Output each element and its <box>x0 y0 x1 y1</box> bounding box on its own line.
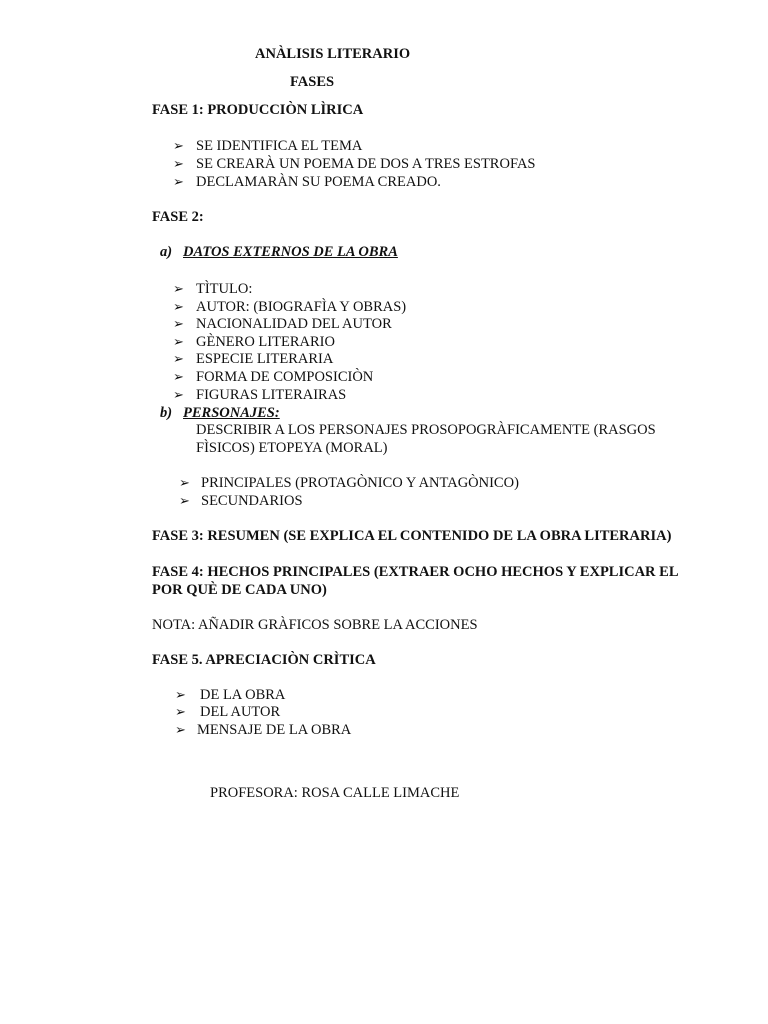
fase2-heading: FASE 2: <box>152 209 204 225</box>
fase1-heading: FASE 1: PRODUCCIÒN LÌRICA <box>152 102 364 118</box>
section-b-label: b) <box>160 405 173 421</box>
section-a-item: AUTOR: (BIOGRAFÌA Y OBRAS) <box>196 299 407 315</box>
bullet-arrow-icon: ➢ <box>173 156 184 171</box>
profesora-signature: PROFESORA: ROSA CALLE LIMACHE <box>210 785 460 801</box>
nota: NOTA: AÑADIR GRÀFICOS SOBRE LA ACCIONES <box>152 617 478 633</box>
fase5-item: MENSAJE DE LA OBRA <box>197 722 352 738</box>
fase1-item: SE CREARÀ UN POEMA DE DOS A TRES ESTROFAS <box>196 156 536 172</box>
bullet-arrow-icon: ➢ <box>173 316 184 331</box>
fase1-item: SE IDENTIFICA EL TEMA <box>196 138 363 154</box>
bullet-arrow-icon: ➢ <box>173 299 184 314</box>
fase4-heading-continued: POR QUÈ DE CADA UNO) <box>152 582 327 598</box>
fase4-heading: FASE 4: HECHOS PRINCIPALES (EXTRAER OCHO HECHOS Y EXPLICAR EL <box>152 564 679 580</box>
bullet-arrow-icon: ➢ <box>175 722 186 737</box>
bullet-arrow-icon: ➢ <box>173 138 184 153</box>
bullet-arrow-icon: ➢ <box>179 475 190 490</box>
section-a-title: DATOS EXTERNOS DE LA OBRA <box>183 244 398 260</box>
bullet-arrow-icon: ➢ <box>175 704 186 719</box>
section-a-item: GÈNERO LITERARIO <box>196 334 335 350</box>
section-a-item: FIGURAS LITERAIRAS <box>196 387 347 403</box>
fase5-item: DEL AUTOR <box>200 704 281 720</box>
section-a-item: NACIONALIDAD DEL AUTOR <box>196 316 392 332</box>
section-b-item: PRINCIPALES (PROTAGÒNICO Y ANTAGÒNICO) <box>201 475 519 491</box>
bullet-arrow-icon: ➢ <box>173 174 184 189</box>
bullet-arrow-icon: ➢ <box>175 687 186 702</box>
document-title: ANÀLISIS LITERARIO <box>255 46 411 62</box>
bullet-arrow-icon: ➢ <box>173 387 184 402</box>
section-b-description: DESCRIBIR A LOS PERSONAJES PROSOPOGRÀFICAMENTE (RASGOS <box>196 422 656 438</box>
fase3-heading: FASE 3: RESUMEN (SE EXPLICA EL CONTENIDO DE LA OBRA LITERARIA) <box>152 528 672 544</box>
bullet-arrow-icon: ➢ <box>173 369 184 384</box>
bullet-arrow-icon: ➢ <box>173 281 184 296</box>
section-b-title: PERSONAJES: <box>183 405 280 421</box>
fase1-item: DECLAMARÀN SU POEMA CREADO. <box>196 174 441 190</box>
bullet-arrow-icon: ➢ <box>179 493 190 508</box>
section-a-label: a) <box>160 244 173 260</box>
fase5-item: DE LA OBRA <box>200 687 286 703</box>
section-a-item: ESPECIE LITERARIA <box>196 351 334 367</box>
section-b-item: SECUNDARIOS <box>201 493 303 509</box>
section-b-description: FÌSICOS) ETOPEYA (MORAL) <box>196 440 388 456</box>
document-subtitle: FASES <box>290 74 335 90</box>
bullet-arrow-icon: ➢ <box>173 334 184 349</box>
bullet-arrow-icon: ➢ <box>173 351 184 366</box>
fase5-heading: FASE 5. APRECIACIÒN CRÌTICA <box>152 652 376 668</box>
section-a-item: TÌTULO: <box>196 281 253 297</box>
section-a-item: FORMA DE COMPOSICIÒN <box>196 369 374 385</box>
